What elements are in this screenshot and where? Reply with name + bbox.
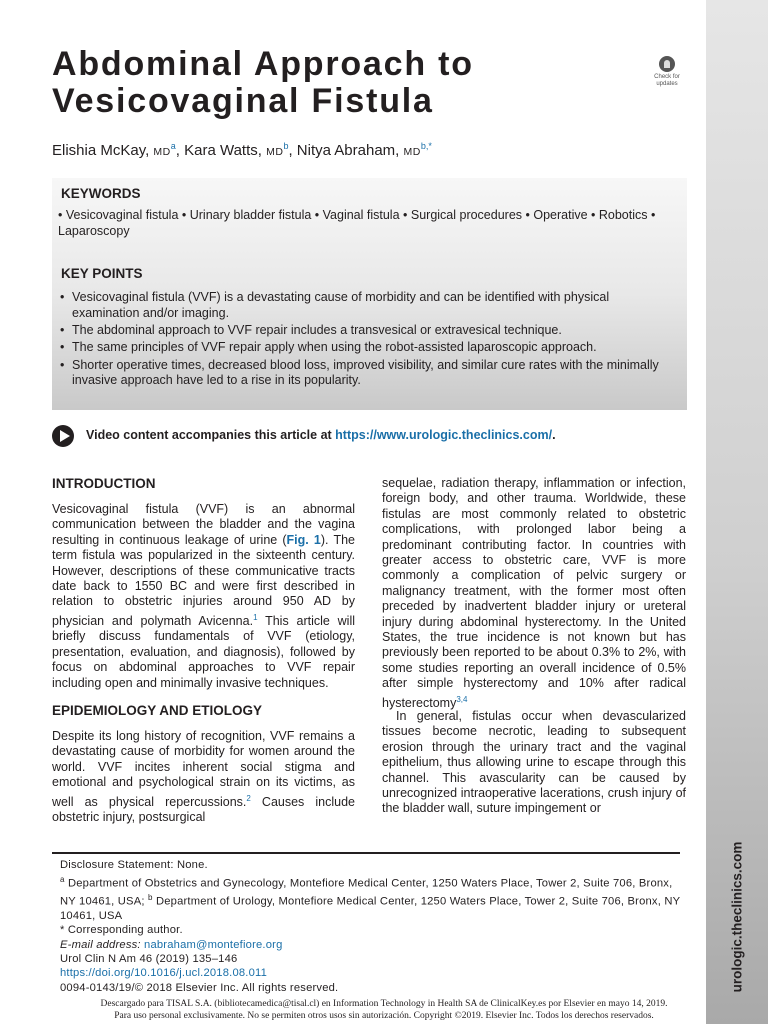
affiliation-b-marker: b bbox=[148, 892, 153, 902]
video-link[interactable]: https://www.urologic.theclinics.com/ bbox=[335, 428, 553, 442]
affiliation-b: Department of Urology, Montefiore Medical Center, 1250 Waters Place, Tower 2, Suite 706, Bronx, NY 10461, USA bbox=[60, 895, 681, 922]
doi-link[interactable]: https://doi.org/10.1016/j.ucl.2018.08.011 bbox=[60, 967, 268, 980]
corresponding-author: * Corresponding author. bbox=[60, 924, 183, 937]
copyright-line: 0094-0143/19/© 2018 Elsevier Inc. All rights reserved. bbox=[60, 981, 339, 994]
check-updates-icon bbox=[659, 56, 675, 72]
video-notice bbox=[52, 425, 692, 447]
key-points-list bbox=[58, 290, 678, 391]
author-3-degree: MD bbox=[403, 146, 421, 158]
author-3-name: , Nitya Abraham, bbox=[288, 142, 404, 159]
affiliations bbox=[60, 873, 682, 924]
right-column-paragraph-2: In general, fistulas occur when devascularized tissues become necrotic, leading to subsequent erosion through the urinary tract and the vaginal epithelium, thus allowing urine to escape through this channel. This avascularity can be caused by unrecognized intraoperative lacerations, crush injury of the bladder wall, suture impingement or bbox=[382, 709, 686, 816]
keywords-list: • Vesicovaginal fistula • Urinary bladder fistula • Vaginal fistula • Surgical procedures • Operative • Robotics • Laparoscopy bbox=[58, 208, 656, 238]
author-2-name: , Kara Watts, bbox=[175, 142, 267, 159]
keywords-heading: KEYWORDS bbox=[61, 186, 141, 201]
journal-citation: Urol Clin N Am 46 (2019) 135–146 bbox=[60, 953, 238, 965]
epi-text-1: Despite its long history of recognition, VVF remains a devastating cause of morbidity for women around the world. VVF incites inherent social stigma and emotional and psychological strain on its victims, as well as physical repercussions. bbox=[52, 729, 355, 809]
video-text-end: . bbox=[552, 428, 556, 442]
author-2-degree: MD bbox=[266, 146, 284, 158]
reference-3-4-link[interactable]: 3,4 bbox=[456, 694, 468, 704]
epi-text-2: Causes include obstetric injury, postsurgical bbox=[52, 794, 355, 825]
citation-block bbox=[60, 952, 660, 995]
intro-text-3: This article will briefly discuss fundamentals of VVF (etiology, presentation, evaluation, and diagnosis), followed by focus on abdominal approaches to VVF repair including open and minimally invasive techniques. bbox=[52, 614, 355, 690]
video-notice-text bbox=[86, 428, 556, 442]
title-line-1: Abdominal Approach to bbox=[52, 45, 474, 83]
introduction-paragraph bbox=[52, 502, 355, 691]
key-point-item: • Vesicovaginal fistula (VVF) is a devastating cause of morbidity and can be identified with physical examination and/or imaging. bbox=[58, 290, 678, 322]
author-1-affiliation[interactable]: a bbox=[170, 141, 176, 151]
reference-1-link[interactable]: 1 bbox=[253, 612, 258, 622]
key-points-heading: KEY POINTS bbox=[61, 266, 143, 281]
footnotes bbox=[60, 858, 682, 952]
download-notice bbox=[0, 998, 768, 1022]
reference-2-link[interactable]: 2 bbox=[246, 793, 251, 803]
author-3-affiliation[interactable]: b,* bbox=[420, 141, 432, 151]
intro-text-1: Vesicovaginal fistula (VVF) is an abnormal communication between the bladder and the vagina resulting in continuous leakage of urine ( bbox=[52, 502, 355, 547]
article-title bbox=[52, 46, 652, 120]
epidemiology-paragraph bbox=[52, 729, 355, 826]
affiliation-a-marker: a bbox=[60, 874, 65, 884]
footnote-divider bbox=[52, 852, 680, 854]
introduction-heading: INTRODUCTION bbox=[52, 476, 156, 491]
intro-text-2: ). The term fistula was popularized in the sixteenth century. However, descriptions of these communicative tracts date back to 1550 BC and were first described in relation to obstetric injuries around 950 AD by physician and polymath Avicenna. bbox=[52, 532, 355, 628]
check-badge-line2: updates bbox=[656, 80, 678, 87]
email-label: E-mail address: bbox=[60, 938, 145, 951]
play-icon[interactable] bbox=[52, 425, 74, 447]
check-badge-line1: Check for bbox=[654, 74, 680, 80]
author-list bbox=[52, 141, 432, 159]
download-line-1: Descargado para TISAL S.A. (bibliotecamedica@tisal.cl) en Information Technology in Health SA de ClinicalKey.es por Elsevier en mayo 14, 2019. bbox=[100, 999, 668, 1009]
check-for-updates-badge[interactable] bbox=[648, 56, 686, 90]
key-point-item: • The same principles of VVF repair apply when using the robot-assisted laparoscopic approach. bbox=[58, 340, 678, 356]
journal-url-vertical: urologic.theclinics.com bbox=[729, 841, 745, 993]
disclosure-statement: Disclosure Statement: None. bbox=[60, 859, 208, 871]
author-1-degree: MD bbox=[153, 146, 171, 158]
download-line-2: Para uso personal exclusivamente. No se permiten otros usos sin autorización. Copyright ©2019. Elsevier Inc. Todos los derechos reservados. bbox=[114, 1011, 654, 1021]
email-line bbox=[60, 938, 682, 953]
key-point-item: • Shorter operative times, decreased blood loss, improved visibility, and similar cure rates with the minimally invasive approach have led to a rise in its popularity. bbox=[58, 358, 678, 390]
affiliation-a: Department of Obstetrics and Gynecology, Montefiore Medical Center, 1250 Waters Place, Tower 2, Suite 706, Bronx, NY 10461, USA; bbox=[60, 877, 673, 908]
title-line-2: Vesicovaginal Fistula bbox=[52, 82, 434, 120]
author-2-affiliation[interactable]: b bbox=[283, 141, 289, 151]
right-column-paragraph-1 bbox=[382, 476, 686, 711]
key-point-item: • The abdominal approach to VVF repair includes a transvesical or extravesical technique. bbox=[58, 323, 678, 339]
epidemiology-heading: EPIDEMIOLOGY AND ETIOLOGY bbox=[52, 703, 263, 718]
author-1-name: Elishia McKay, bbox=[52, 142, 154, 159]
figure-1-link[interactable]: Fig. 1 bbox=[286, 532, 321, 547]
email-link[interactable]: nabraham@montefiore.org bbox=[144, 938, 283, 951]
video-text: Video content accompanies this article at bbox=[86, 428, 336, 442]
right-text-1: sequelae, radiation therapy, inflammation or infection, foreign body, and other trauma. Worldwide, these fistulas are most commonly related to obstetric complications, with prolonged labor being a predominant contributing factor. In countries with greater access to obstetric care, VVF is more commonly a complication of pelvic surgery or malignancy treatment, with the former most often preceded by inadvertent bladder injury or ureteral injury during abdominal hysterectomy. In the United States, the true incidence is not known but has previously been reported to be about 0.3% to 2%, with some studies reporting an overall incidence of 0.5% after simple hysterectomy and 10% after radical hysterectomy bbox=[382, 476, 686, 710]
